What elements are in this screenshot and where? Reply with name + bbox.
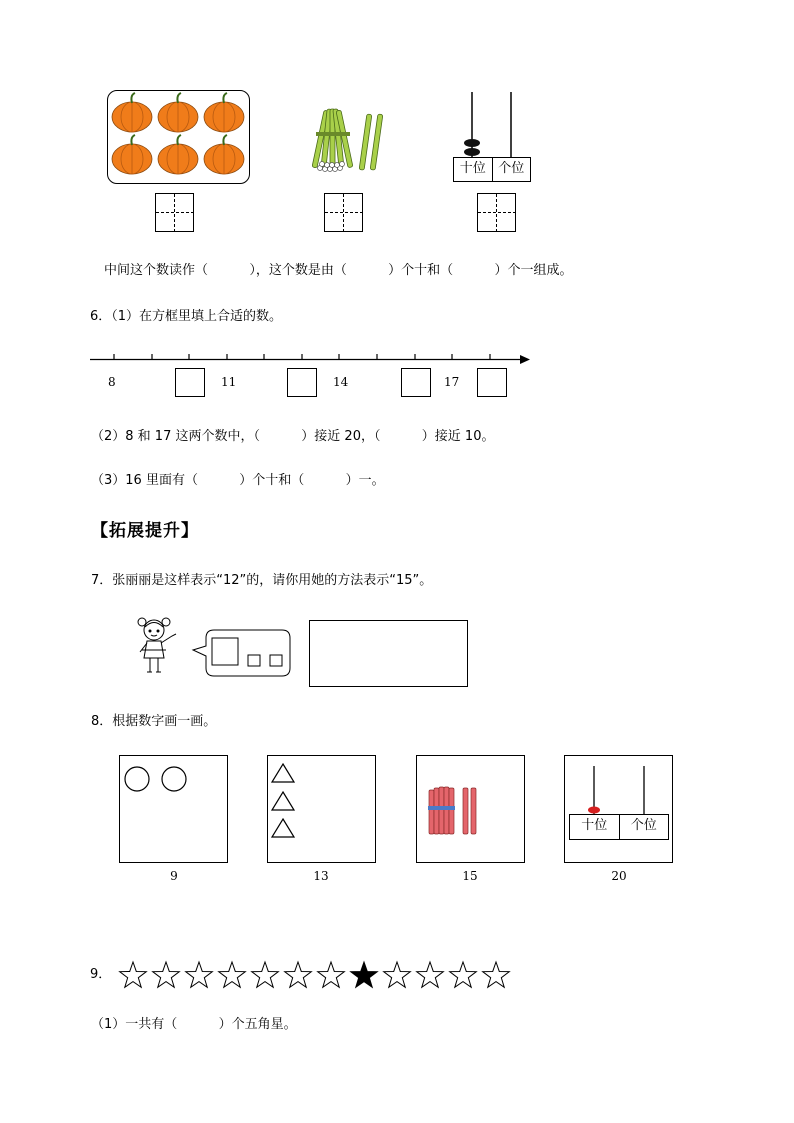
pumpkin-icon-group — [108, 91, 249, 183]
ones-place-label: 个位 — [498, 161, 525, 176]
draw-box-15[interactable] — [416, 755, 525, 863]
q8-text: 8．根据数字画一画。 — [91, 714, 217, 729]
star-icon — [483, 962, 510, 987]
section-heading: 【拓展提升】 — [91, 521, 199, 541]
answer-box[interactable] — [155, 193, 194, 232]
tens-place-label: 十位 — [570, 815, 620, 839]
place-value-table — [453, 157, 531, 182]
filled-star-icon — [351, 962, 378, 987]
pumpkin-picture-frame — [107, 90, 250, 184]
number-line — [88, 350, 532, 370]
q6-part3-text: （3）16 里面有（ ）个十和（ ）一。 — [91, 473, 385, 488]
star-icon — [285, 962, 312, 987]
star-icon — [186, 962, 213, 987]
star-icon — [252, 962, 279, 987]
pumpkin-icon — [158, 135, 198, 174]
pumpkin-icon — [204, 93, 244, 132]
draw-box-20[interactable] — [564, 755, 673, 863]
draw-box-9[interactable] — [119, 755, 228, 863]
star-icon — [318, 962, 345, 987]
bundled-sticks-icon — [308, 106, 392, 178]
tick-label-14: 14 — [333, 375, 349, 389]
q9-part1-text: （1）一共有（ ）个五角星。 — [91, 1017, 297, 1032]
q6-part1-text: 6．（1）在方框里填上合适的数。 — [90, 309, 283, 324]
star-icon — [120, 962, 147, 987]
q9-number: 9． — [90, 967, 112, 982]
number-answer-box[interactable] — [175, 368, 205, 397]
star-icon — [417, 962, 444, 987]
pumpkin-icon — [112, 135, 152, 174]
draw-label-15: 15 — [462, 869, 478, 883]
star-icon — [219, 962, 246, 987]
tick-label-8: 8 — [108, 375, 116, 389]
draw-label-9: 9 — [170, 869, 178, 883]
answer-box[interactable] — [477, 193, 516, 232]
circle-icons — [120, 756, 227, 862]
star-icon — [153, 962, 180, 987]
red-sticks-icon — [417, 756, 524, 862]
pumpkin-icon — [158, 93, 198, 132]
speech-bubble — [190, 628, 293, 680]
star-icon — [450, 962, 477, 987]
pumpkin-icon — [112, 93, 152, 132]
q5-sentence: 中间这个数读作（ ），这个数是由（ ）个十和（ ）个一组成。 — [104, 263, 573, 278]
q7-answer-box[interactable] — [309, 620, 468, 687]
place-value-table-small — [569, 814, 669, 840]
number-answer-box[interactable] — [401, 368, 431, 397]
abacus-icon-small — [565, 756, 672, 814]
star-row — [116, 958, 516, 992]
pumpkin-icon — [204, 135, 244, 174]
tens-place-label: 十位 — [454, 158, 493, 181]
tick-label-17: 17 — [444, 375, 460, 389]
ones-place-label: 个位 — [630, 818, 657, 833]
star-icon — [384, 962, 411, 987]
draw-label-13: 13 — [313, 869, 329, 883]
number-answer-box[interactable] — [477, 368, 507, 397]
abacus-icon — [455, 92, 531, 158]
number-answer-box[interactable] — [287, 368, 317, 397]
tick-label-11: 11 — [221, 375, 237, 389]
draw-label-20: 20 — [611, 869, 627, 883]
triangle-icons — [268, 756, 375, 862]
q6-part2-text: （2）8 和 17 这两个数中，（ ）接近 20，（ ）接近 10。 — [91, 429, 495, 444]
answer-box[interactable] — [324, 193, 363, 232]
girl-icon — [130, 612, 188, 678]
draw-box-13[interactable] — [267, 755, 376, 863]
q7-text: 7．张丽丽是这样表示“12”的，请你用她的方法表示“15”。 — [91, 573, 433, 588]
